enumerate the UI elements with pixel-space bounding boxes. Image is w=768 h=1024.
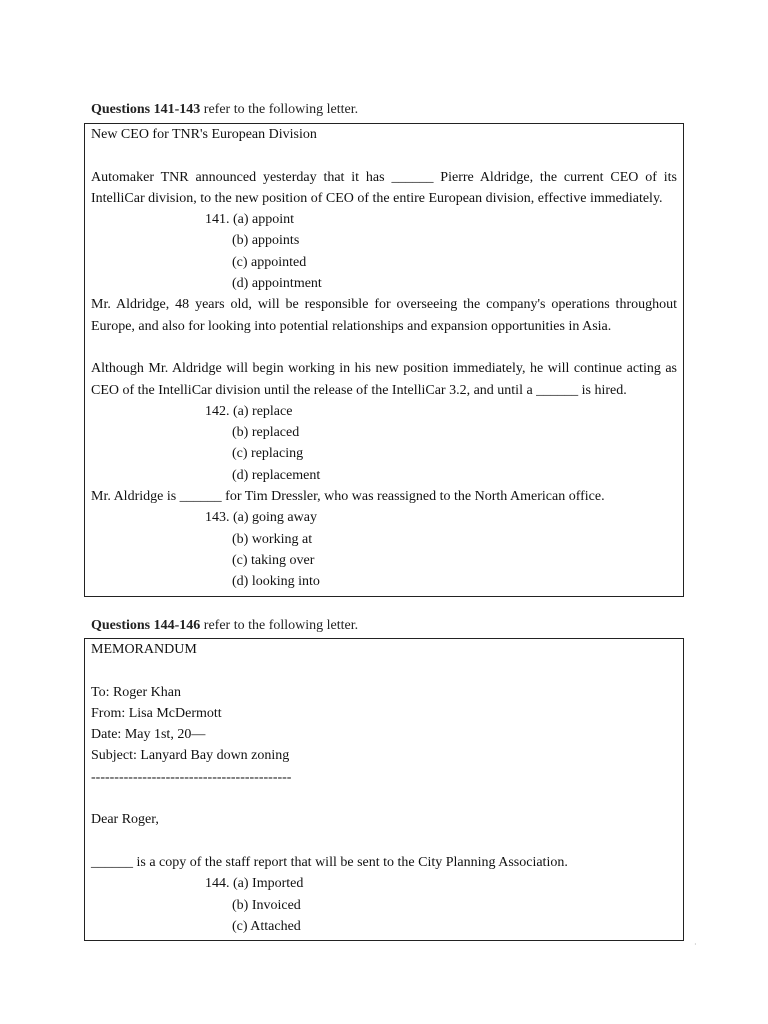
- questions-instruction: refer to the following letter.: [200, 102, 359, 117]
- letter-paragraph-3: Although Mr. Aldridge will begin working in his new position immediately, he will continue acting as CEO of the IntelliCar division until the release of the IntelliCar 3.2, and until a ______ is hired.: [91, 361, 677, 398]
- option-141-d: (d) appointment: [232, 276, 322, 292]
- option-141-b: (b) appoints: [232, 233, 300, 249]
- memo-paragraph-1: ______ is a copy of the staff report that will be sent to the City Planning Association.: [91, 854, 568, 870]
- questions-range-label: Questions 141-143: [91, 102, 201, 117]
- option-143-a: 143. (a) going away: [205, 510, 317, 526]
- questions-range-label: Questions 144-146: [91, 618, 201, 633]
- spacer: [91, 831, 683, 852]
- page-mark: ·: [694, 940, 697, 949]
- option-142-b: (b) replaced: [232, 425, 300, 441]
- memo-box: [84, 638, 684, 941]
- option-143-c: (c) taking over: [232, 552, 315, 568]
- letter-paragraph-1: Automaker TNR announced yesterday that it has ______ Pierre Aldridge, the current CEO of its IntelliCar division, to the new position of CEO of the entire European division, effective immediately.: [91, 169, 677, 206]
- option-141-a: 141. (a) appoint: [205, 212, 295, 228]
- spacer: [91, 660, 683, 681]
- option-143-b: (b) working at: [232, 531, 313, 547]
- memo-subject: Subject: Lanyard Bay down zoning: [91, 748, 290, 764]
- option-144-b: (b) Invoiced: [232, 897, 301, 913]
- option-142-d: (d) replacement: [232, 467, 321, 483]
- spacer: [91, 145, 683, 166]
- memo-to: To: Roger Khan: [91, 684, 182, 700]
- memo-greeting: Dear Roger,: [91, 812, 159, 828]
- memo-date: Date: May 1st, 20—: [91, 727, 206, 743]
- option-143-d: (d) looking into: [232, 574, 320, 590]
- option-142-a: 142. (a) replace: [205, 403, 293, 419]
- option-144-a: 144. (a) Imported: [205, 876, 304, 892]
- option-144-c: (c) Attached: [232, 918, 301, 934]
- memo-from: From: Lisa McDermott: [91, 705, 222, 721]
- letter-paragraph-2: Mr. Aldridge, 48 years old, will be responsible for overseeing the company's operations throughout Europe, and also for looking into potential relationships and expansion opportunities in Asia.: [91, 297, 677, 334]
- memo-title: MEMORANDUM: [91, 642, 197, 657]
- memo-divider: -------------------------------------------: [91, 769, 292, 785]
- letter-paragraph-4: Mr. Aldridge is ______ for Tim Dressler, who was reassigned to the North American office.: [91, 489, 605, 505]
- letter-box-1: [84, 123, 684, 597]
- option-142-c: (c) replacing: [232, 446, 304, 462]
- option-141-c: (c) appointed: [232, 254, 307, 270]
- questions-instruction: refer to the following letter.: [200, 618, 359, 633]
- letter-title: New CEO for TNR's European Division: [91, 127, 317, 142]
- spacer: [91, 337, 683, 358]
- questions-144-146-header: [91, 617, 358, 635]
- questions-141-143-header: [91, 101, 358, 119]
- spacer: [91, 788, 683, 809]
